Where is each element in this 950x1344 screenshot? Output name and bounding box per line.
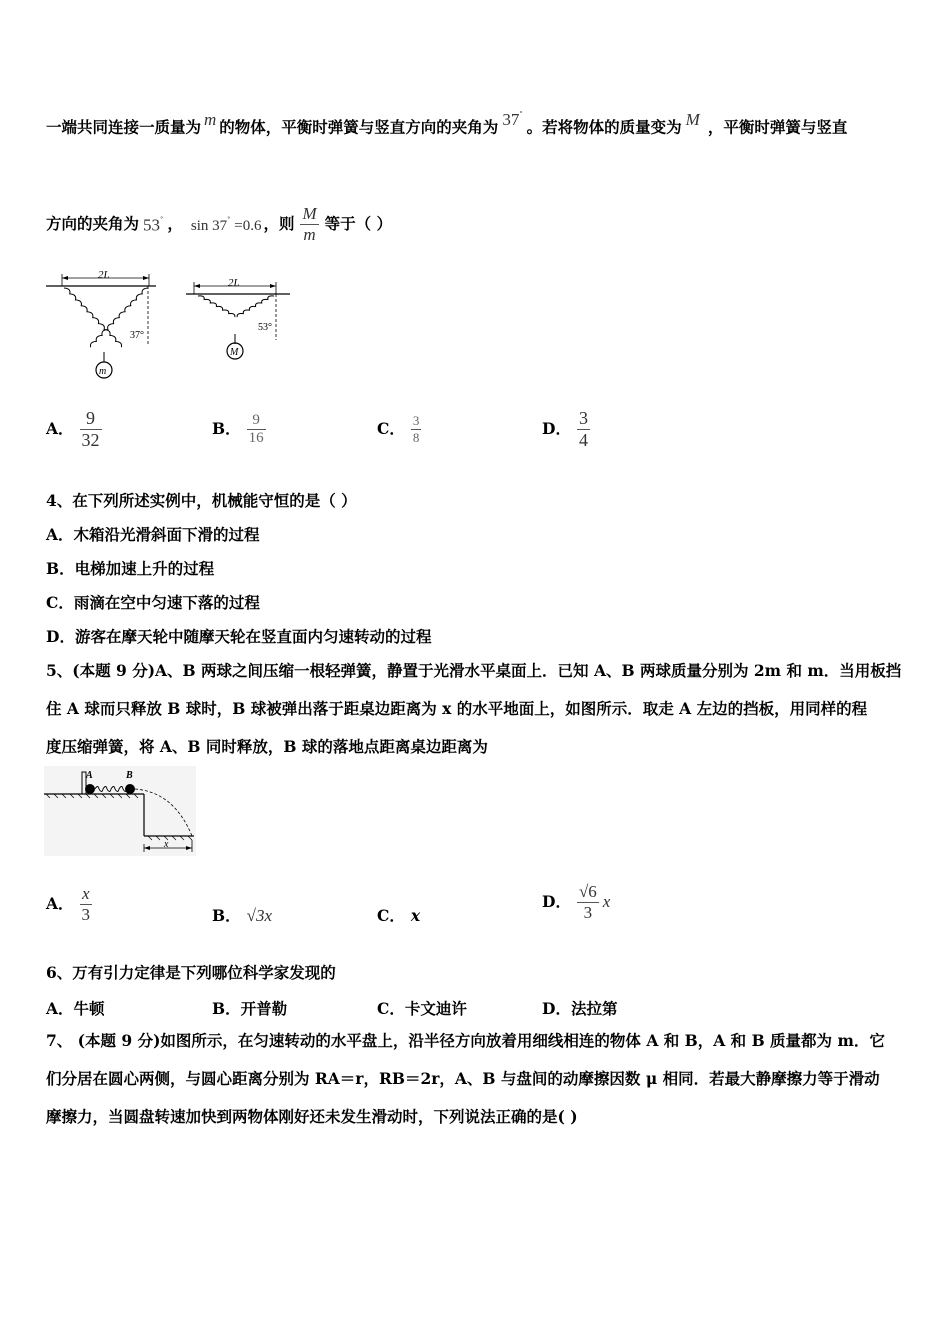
- q3-option-b[interactable]: B． $\frac{9}{16}$: [212, 412, 264, 446]
- ratio-M-over-m: $\frac{M}{m}$: [302, 203, 317, 244]
- q4-option-c[interactable]: C．雨滴在空中匀速下落的过程: [46, 593, 260, 612]
- distance-x-label: x: [164, 839, 169, 850]
- q6-stem: 6、万有引力定律是下列哪位科学家发现的: [46, 963, 336, 982]
- q3-text: ，平衡时弹簧与竖直: [707, 117, 848, 137]
- left-angle-label: 37°: [130, 330, 144, 341]
- angle-53: 53˚: [143, 215, 164, 235]
- q3-text: 。若将物体的质量变为: [526, 117, 682, 137]
- q3-text: 等于（ ）: [324, 214, 393, 233]
- table-figure: [44, 766, 196, 856]
- q4-option-b[interactable]: B．电梯加速上升的过程: [46, 559, 215, 578]
- q5-option-c[interactable]: C． x: [377, 906, 421, 925]
- q3-option-a[interactable]: A． $\frac{9}{32}$: [46, 408, 100, 450]
- q5-stem-line2: 住 A 球而只释放 B 球时，B 球被弹出落于距桌边距离为 x 的水平地面上，如图所示．取走 A 左边的挡板，用同样的程: [46, 699, 868, 718]
- q4-option-d[interactable]: D．游客在摩天轮中随摩天轮在竖直面内匀速转动的过程: [46, 627, 432, 646]
- q5-option-a[interactable]: A． $\frac{x}{3}$: [46, 884, 91, 924]
- q3-option-c[interactable]: C． $\frac{3}{8}$: [377, 413, 420, 445]
- left-width-label: 2L: [98, 269, 110, 281]
- q3-text: ，则: [263, 214, 295, 233]
- q5-option-d[interactable]: D． $\frac{√6}{3}$ x: [542, 882, 611, 922]
- mass-M-symbol: M: [685, 109, 700, 129]
- q4-stem: 4、在下列所述实例中，机械能守恒的是（ ）: [46, 491, 357, 510]
- right-angle-label: 53°: [258, 322, 272, 333]
- q6-option-d[interactable]: D．法拉第: [542, 999, 618, 1018]
- angle-37: 37˚: [502, 109, 523, 129]
- q3-text: 方向的夹角为: [46, 214, 140, 233]
- left-spring-a: [64, 277, 123, 357]
- ball-a: [85, 784, 95, 794]
- right-width-label: 2L: [228, 277, 240, 289]
- q3-option-d[interactable]: D． $\frac{3}{4}$: [542, 408, 588, 450]
- q5-stem-line3: 度压缩弹簧，将 A、B 同时释放，B 球的落地点距离桌边距离为: [46, 737, 488, 756]
- q5-option-b[interactable]: B． √3x: [212, 906, 272, 925]
- left-spring-b: [89, 277, 148, 357]
- q7-stem-line3: 摩擦力，当圆盘转速加快到两物体刚好还未发生滑动时，下列说法正确的是( ): [46, 1107, 578, 1126]
- q7-stem-line2: 们分居在圆心两侧，与圆心距离分别为 RA＝r，RB＝2r，A、B 与盘间的动摩擦因数 μ 相同．若最大静摩擦力等于滑动: [46, 1069, 880, 1088]
- q7-stem-line1: 7、 (本题 9 分)如图所示，在匀速转动的水平盘上，沿半径方向放着用细线相连的物体 A 和 B，A 和 B 质量都为 m．它: [46, 1031, 885, 1050]
- ball-a-label: A: [86, 770, 93, 781]
- q3-text: 一端共同连接一质量为: [46, 117, 202, 137]
- ball-b: [125, 784, 135, 794]
- q6-option-a[interactable]: A．牛顿: [46, 999, 105, 1018]
- right-mass-label: M: [230, 347, 239, 358]
- spring-figure: [44, 266, 304, 386]
- ball-b-label: B: [126, 770, 133, 781]
- q6-option-c[interactable]: C．卡文迪许: [377, 999, 467, 1018]
- q3-text: ，: [167, 214, 183, 233]
- q6-option-b[interactable]: B．开普勒: [212, 999, 288, 1018]
- q5-stem-line1: 5、(本题 9 分)A、B 两球之间压缩一根轻弹簧，静置于光滑水平桌面上．已知 A、B 两球质量分别为 2m 和 m．当用板挡: [46, 661, 902, 680]
- left-mass-label: m: [99, 366, 107, 377]
- q3-stem-line2: [46, 194, 392, 254]
- right-spring-a: [198, 290, 236, 322]
- q4-option-a[interactable]: A．木箱沿光滑斜面下滑的过程: [46, 525, 260, 544]
- q3-text: 的物体，平衡时弹簧与竖直方向的夹角为: [219, 117, 499, 137]
- right-spring-b: [236, 290, 274, 322]
- q3-stem-line1: [46, 109, 848, 138]
- mass-m-symbol: m: [204, 109, 217, 129]
- sin-expression: sin 37˚ =0.6: [190, 216, 262, 234]
